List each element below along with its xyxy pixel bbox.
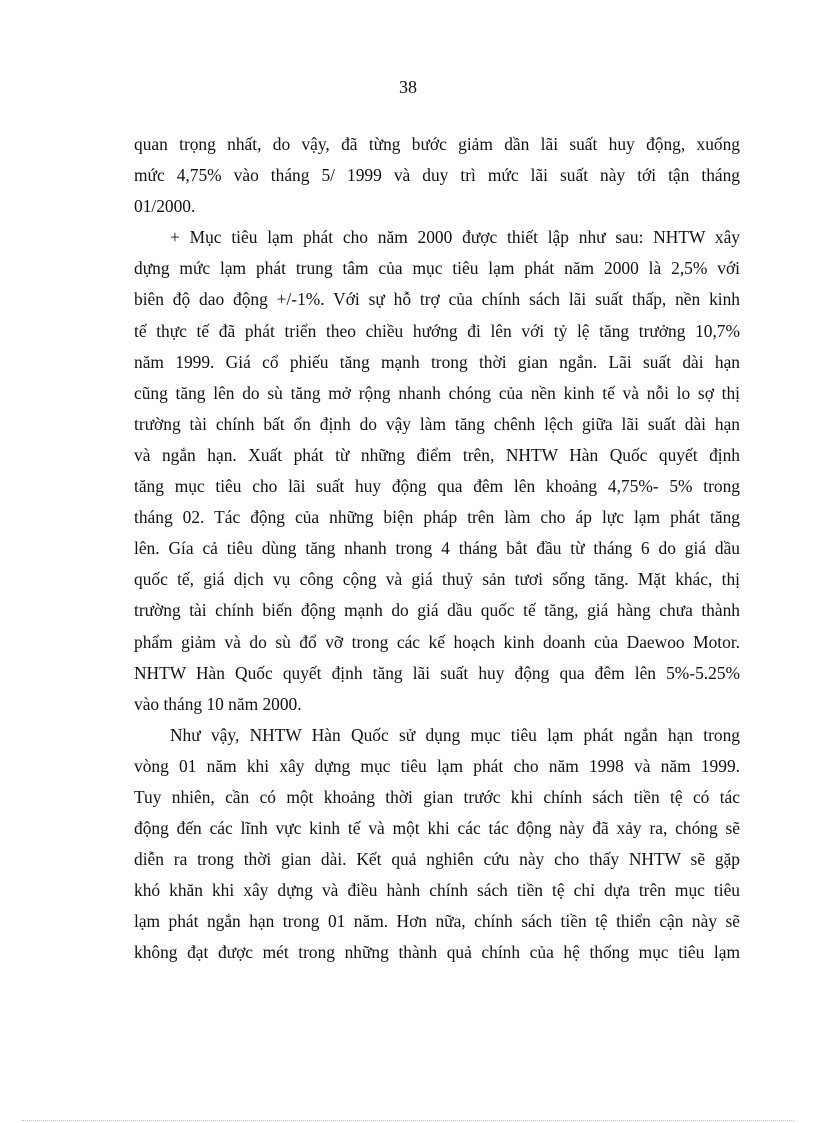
text-line: không đạt được mét trong những thành quả chính của hệ thống mục tiêu lạm: [134, 942, 740, 963]
text-line: NHTW Hàn Quốc quyết định tăng lãi suất huy động qua đêm lên 5%-5.25%: [134, 662, 740, 683]
text-line: khó khăn khi xây dựng và điều hành chính sách tiền tệ chỉ dựa trên mục tiêu: [134, 880, 740, 901]
text-line: tế thực tế đã phát triển theo chiều hướng đi lên với tỷ lệ tăng trưởng 10,7%: [134, 320, 740, 341]
text-line: động đến các lĩnh vực kinh tế và một khi các tác động này đã xảy ra, chóng sẽ: [134, 818, 740, 839]
text-line: trường tài chính bất ổn định do vậy làm tăng chênh lệch giữa lãi suất dài hạn: [134, 413, 740, 434]
text-line: trường tài chính biến động mạnh do giá dầu quốc tế tăng, giá hàng chưa thành: [134, 600, 740, 621]
text-line: diễn ra trong thời gian dài. Kết quả nghiên cứu này cho thấy NHTW sẽ gặp: [134, 849, 740, 870]
text-line: tăng mục tiêu cho lãi suất huy động qua đêm lên khoảng 4,75%- 5% trong: [134, 476, 740, 497]
text-line: quan trọng nhất, do vậy, đã từng bước giảm dần lãi suất huy động, xuống: [134, 134, 740, 154]
text-line: + Mục tiêu lạm phát cho năm 2000 được thiết lập như sau: NHTW xây: [170, 227, 740, 248]
page-number: 38: [399, 77, 417, 97]
text-line: phẩm giảm và do sù đổ vỡ trong các kế hoạch kinh doanh của Daewoo Motor.: [134, 631, 740, 652]
text-line: quốc tế, giá dịch vụ công cộng và giá thuỷ sản tươi sống tăng. Mặt khác, thị: [134, 569, 740, 590]
paragraph-1: [134, 129, 740, 222]
text-line: vào tháng 10 năm 2000.: [134, 693, 302, 714]
text-line: và ngắn hạn. Xuất phát từ những điểm trên, NHTW Hàn Quốc quyết định: [134, 444, 740, 465]
text-line: biên độ dao động +/-1%. Với sự hỗ trợ của chính sách lãi suất thấp, nền kinh: [134, 289, 740, 310]
text-line: Tuy nhiên, cần có một khoảng thời gian trước khi chính sách tiền tệ có tác: [134, 786, 740, 807]
paragraph-3: [134, 720, 740, 969]
text-line: Như vậy, NHTW Hàn Quốc sử dụng mục tiêu lạm phát ngắn hạn trong: [170, 724, 740, 745]
page-bottom-rule: [22, 1120, 794, 1121]
text-line: cũng tăng lên do sù tăng mở rộng nhanh chóng của nền kinh tế và nỗi lo sợ thị: [134, 382, 740, 403]
text-line: lạm phát ngắn hạn trong 01 năm. Hơn nữa, chính sách tiền tệ thiển cận này sẽ: [134, 911, 740, 932]
text-line: tháng 02. Tác động của những biện pháp trên làm cho áp lực lạm phát tăng: [134, 507, 740, 528]
text-line: vòng 01 năm khi xây dựng mục tiêu lạm phát cho năm 1998 và năm 1999.: [134, 755, 740, 776]
text-line: năm 1999. Giá cổ phiếu tăng mạnh trong thời gian ngắn. Lãi suất dài hạn: [134, 351, 740, 372]
paragraph-2: [134, 222, 740, 720]
text-line: 01/2000.: [134, 196, 196, 217]
text-line: dựng mức lạm phát trung tâm của mục tiêu lạm phát năm 2000 là 2,5% với: [134, 258, 740, 279]
body-text: [134, 129, 740, 969]
text-line: lên. Gía cả tiêu dùng tăng nhanh trong 4 tháng bắt đầu từ tháng 6 do giá dầu: [134, 538, 740, 559]
text-line: mức 4,75% vào tháng 5/ 1999 và duy trì mức lãi suất này tới tận tháng: [134, 165, 740, 186]
